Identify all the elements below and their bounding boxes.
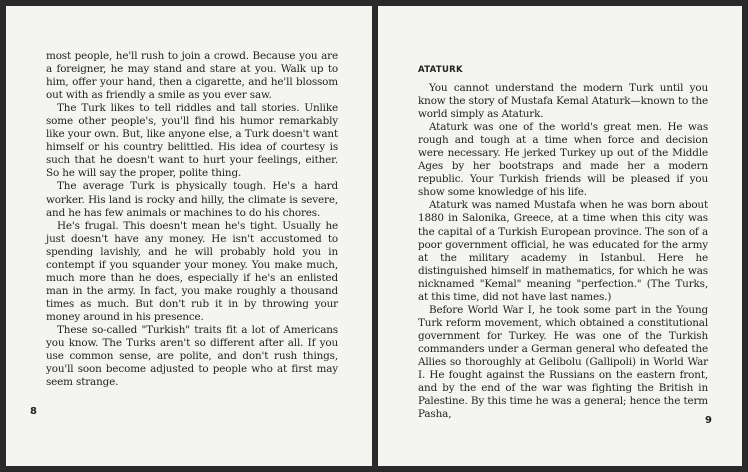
section-heading: ATATURK (418, 65, 463, 75)
left-page (6, 6, 372, 466)
right-page-body (418, 82, 708, 421)
paragraph: These so-called "Turkish" traits fit a lot of Americans you know. The Turks aren't so different after all. If you use common sense, are polite, and don't rush things, you'll soon become adjusted to people who at first may seem strange. (46, 323, 338, 389)
paragraph: You cannot understand the modern Turk until you know the story of Mustafa Kemal Ataturk—known to the world simply as Ataturk. (418, 82, 708, 121)
paragraph: The average Turk is physically tough. He's a hard worker. His land is rocky and hilly, the climate is severe, and he has few animals or machines to do his chores. (46, 180, 338, 219)
paragraph: Ataturk was one of the world's great men. He was rough and tough at a time when force and decision were necessary. He jerked Turkey up out of the Middle Ages by her bootstraps and made her a modern republic. Your Turkish friends will be pleased if you show some knowledge of his life. (418, 121, 708, 199)
page-number: 8 (30, 406, 37, 417)
paragraph: Before World War I, he took some part in the Young Turk reform movement, which obtained a constitutional government for Turkey. He was one of the Turkish commanders under a German general who defeated the Allies so thoroughly at Gelibolu (Gallipoli) in World War I. He fought against the Russians on the eastern front, and by the end of the war was fighting the British in Palestine. By this time he was a general; hence the term Pasha, (418, 303, 708, 421)
paragraph: He's frugal. This doesn't mean he's tight. Usually he just doesn't have any money. He isn't accustomed to spending lavishly, and he will probably hold you in contempt if you squander your money. You make much, much more than he does, especially if he's an enlisted man in the army. In fact, you make roughly a thousand times as much. But don't rub it in by throwing your money around in his presence. (46, 219, 338, 323)
paragraph: most people, he'll rush to join a crowd. Because you are a foreigner, he may stand and stare at you. Walk up to him, offer your hand, then a cigarette, and he'll blossom out with as friendly a smile as you ever saw. (46, 50, 338, 102)
right-page (378, 6, 742, 466)
left-page-body (46, 50, 338, 389)
paragraph: The Turk likes to tell riddles and tall stories. Unlike some other people's, you'll find his humor remarkably like your own. But, like anyone else, a Turk doesn't want himself or his country belittled. His idea of courtesy is such that he doesn't want to hurt your feelings, either. So he will say the proper, polite thing. (46, 102, 338, 180)
page-number: 9 (705, 415, 712, 426)
paragraph: Ataturk was named Mustafa when he was born about 1880 in Salonika, Greece, at a time when this city was the capital of a Turkish European province. The son of a poor government official, he was educated for the army at the military academy in Istanbul. Here he distinguished himself in mathematics, for which he was nicknamed "Kemal" meaning "perfection." (The Turks, at this time, did not have last names.) (418, 199, 708, 303)
